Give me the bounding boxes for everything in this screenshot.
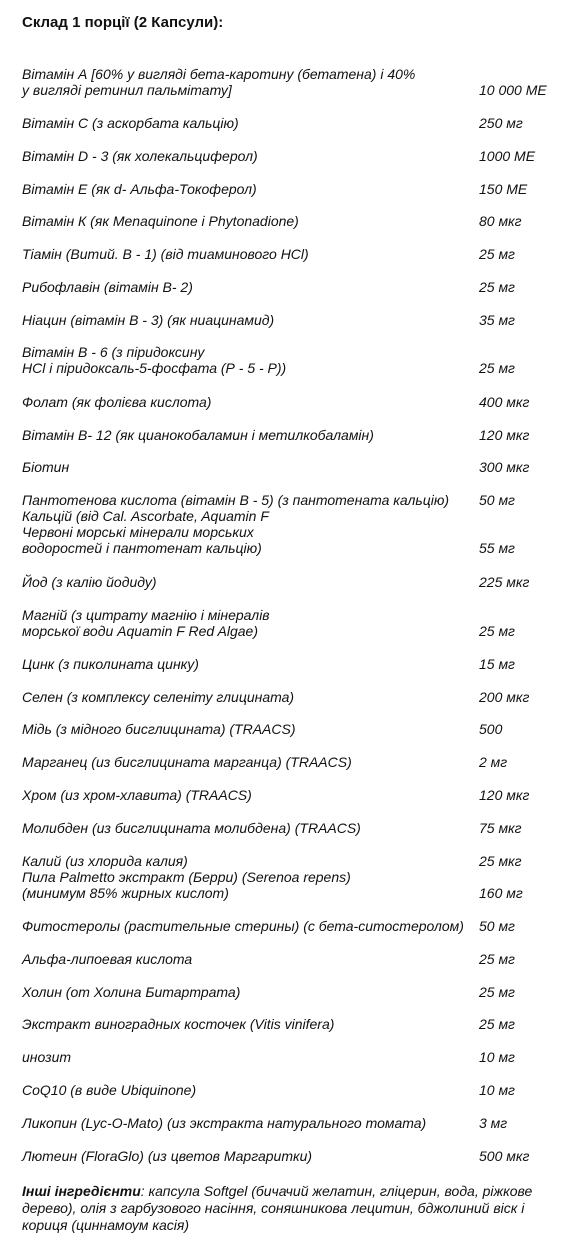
ingredient-name <box>22 181 477 197</box>
ingredient-name-line: Фитостеролы (растительные стерины) (с бета-ситостеролом) <box>22 918 464 934</box>
ingredient-name <box>22 951 477 967</box>
ingredient-row <box>22 1148 552 1164</box>
ingredient-row <box>22 394 552 410</box>
ingredient-amount: 250 мг <box>479 115 523 131</box>
ingredient-amount: 500 <box>479 721 503 737</box>
ingredient-amount: 300 мкг <box>479 459 530 475</box>
ingredient-name-line: Молибден (из бисглицината молибдена) (TRAACS) <box>22 820 361 836</box>
ingredient-amount: 25 мг <box>479 984 515 1000</box>
ingredient-name <box>22 918 477 934</box>
ingredient-row <box>22 213 552 229</box>
ingredient-name-line: у вигляді ретинил пальмітату] <box>22 82 232 98</box>
ingredient-amount: 25 мг <box>479 1016 515 1032</box>
ingredient-name <box>22 66 477 98</box>
ingredient-name <box>22 1148 477 1164</box>
ingredient-row <box>22 181 552 197</box>
ingredient-name-line: Червоні морські мінерали морських <box>22 524 254 540</box>
ingredient-name-line: Селен (з комплексу селеніту глицината) <box>22 689 295 705</box>
ingredient-row <box>22 689 552 705</box>
ingredient-name-line: CoQ10 (в виде Ubiquinone) <box>22 1082 197 1098</box>
ingredient-name <box>22 427 477 443</box>
ingredient-name-line: Калий (из хлорида калия) <box>22 853 188 869</box>
ingredient-name-line: водоростей і пантотенат кальцію) <box>22 540 262 556</box>
ingredient-amount: 25 мг <box>479 279 515 295</box>
ingredient-row <box>22 787 552 803</box>
ingredient-name-line: инозит <box>22 1049 72 1065</box>
ingredient-amount: 50 мг <box>479 492 515 508</box>
ingredient-row <box>22 1082 552 1098</box>
ingredient-amount: 25 мг <box>479 360 515 376</box>
ingredient-amount: 25 мг <box>479 951 515 967</box>
ingredient-row <box>22 721 552 737</box>
ingredient-name-line: морської води Aquamin F Red Algae) <box>22 623 258 639</box>
ingredient-row <box>22 344 552 376</box>
ingredient-amount: 35 мг <box>479 312 515 328</box>
ingredient-name <box>22 246 477 262</box>
ingredient-name-line: Йод (з калію йодиду) <box>22 574 157 590</box>
ingredient-name <box>22 820 477 836</box>
ingredient-amount: 150 МЕ <box>479 181 528 197</box>
ingredient-amount: 10 мг <box>479 1049 515 1065</box>
other-ingredients <box>22 1183 542 1234</box>
ingredient-amount: 225 мкг <box>479 574 530 590</box>
ingredient-name <box>22 279 477 295</box>
ingredient-name-line: Хром (из хром-хлавита) (TRAACS) <box>22 787 252 803</box>
ingredient-name-line: Фолат (як фолієва кислота) <box>22 394 212 410</box>
ingredient-name <box>22 394 477 410</box>
ingredient-row <box>22 1016 552 1032</box>
ingredient-row <box>22 459 552 475</box>
ingredient-name-line: Альфа-липоевая кислота <box>22 951 193 967</box>
ingredient-name-line: Кальцій (від Cal. Ascorbate, Aquamin F <box>22 508 269 524</box>
ingredient-amount: 50 мг <box>479 918 515 934</box>
other-ingredients-label: Інші інгредієнти <box>22 1183 141 1199</box>
ingredient-amount: 10 000 МЕ <box>479 82 547 98</box>
ingredient-row <box>22 820 552 836</box>
other-ingredients-text: : капсула Softgel (бичачий желатин, гліцерин, вода, ріжкове дерево), олія з гарбузового насіння, соняшникова лецитин, бджолиний віск і кориця (циннамоум касія) <box>22 1183 533 1233</box>
ingredient-name <box>22 574 477 590</box>
ingredient-name <box>22 1016 477 1032</box>
ingredient-amount: 75 мкг <box>479 820 522 836</box>
ingredient-row <box>22 312 552 328</box>
ingredient-row <box>22 853 552 901</box>
ingredient-amount: 160 мг <box>479 885 523 901</box>
ingredient-name-line: Холин (от Холина Битартрата) <box>22 984 241 1000</box>
ingredient-name-line: Марганец (из бисглицината марганца) (TRAACS) <box>22 754 352 770</box>
ingredient-amount: 1000 МЕ <box>479 148 536 164</box>
ingredient-name-line: Пила Palmetto экстракт (Берри) (Serenoa repens) <box>22 869 351 885</box>
ingredient-row <box>22 115 552 131</box>
ingredient-name-line: (минимум 85% жирных кислот) <box>22 885 229 901</box>
ingredient-amount: 120 мкг <box>479 427 530 443</box>
ingredient-name-line: Цинк (з пиколината цинку) <box>22 656 199 672</box>
ingredient-name-line: Пантотенова кислота (вітамін В - 5) (з пантотената кальцію) <box>22 492 450 508</box>
ingredient-name-line: Ликопин (Lyc-O-Mato) (из экстракта натурального томата) <box>22 1115 427 1131</box>
ingredient-row <box>22 148 552 164</box>
ingredient-amount: 25 мг <box>479 246 515 262</box>
ingredient-amount: 25 мг <box>479 623 515 639</box>
ingredient-name-line: Тіамін (Витий. В - 1) (від тиаминового HCl) <box>22 246 309 262</box>
ingredient-row <box>22 1115 552 1131</box>
ingredient-name-line: Ніацин (вітамін В - 3) (як ниацинамид) <box>22 312 275 328</box>
ingredient-amount: 200 мкг <box>479 689 530 705</box>
ingredient-name-line: Рибофлавін (вітамін В- 2) <box>22 279 193 295</box>
ingredient-row <box>22 246 552 262</box>
ingredient-row <box>22 66 552 98</box>
ingredient-amount: 25 мкг <box>479 853 522 869</box>
ingredient-name <box>22 213 477 229</box>
ingredient-row <box>22 1049 552 1065</box>
ingredient-row <box>22 279 552 295</box>
ingredient-name-line: Магній (з цитрату магнію і мінералів <box>22 607 270 623</box>
ingredient-name-line: Вітамін Е (як d- Альфа-Токоферол) <box>22 181 257 197</box>
ingredient-name <box>22 1082 477 1098</box>
ingredient-name <box>22 344 477 376</box>
ingredient-amount: 400 мкг <box>479 394 530 410</box>
ingredient-name <box>22 754 477 770</box>
ingredient-name-line: HCl і піридоксаль-5-фосфата (Р - 5 - Р)) <box>22 360 287 376</box>
ingredient-name-line: Біотин <box>22 459 70 475</box>
ingredient-name <box>22 853 477 901</box>
ingredient-name <box>22 115 477 131</box>
ingredient-amount: 80 мкг <box>479 213 522 229</box>
ingredient-name-line: Вітамін С (з аскорбата кальцію) <box>22 115 239 131</box>
ingredient-amount: 10 мг <box>479 1082 515 1098</box>
ingredient-name <box>22 787 477 803</box>
ingredient-name <box>22 689 477 705</box>
ingredient-name <box>22 1049 477 1065</box>
ingredient-name <box>22 459 477 475</box>
page-title: Склад 1 порції (2 Капсули): <box>22 14 224 31</box>
ingredient-name <box>22 492 477 556</box>
ingredient-row <box>22 951 552 967</box>
ingredient-name-line: Вітамін D - 3 (як холекальциферол) <box>22 148 258 164</box>
ingredient-amount: 55 мг <box>479 540 515 556</box>
ingredient-name <box>22 1115 477 1131</box>
ingredient-name <box>22 607 477 639</box>
ingredient-amount: 2 мг <box>479 754 508 770</box>
ingredient-row <box>22 984 552 1000</box>
ingredient-row <box>22 607 552 639</box>
ingredient-name-line: Вітамін В - 6 (з піридоксину <box>22 344 205 360</box>
ingredient-amount: 15 мг <box>479 656 515 672</box>
ingredient-name <box>22 984 477 1000</box>
ingredient-row <box>22 427 552 443</box>
ingredient-row <box>22 754 552 770</box>
ingredient-amount: 120 мкг <box>479 787 530 803</box>
ingredient-row <box>22 574 552 590</box>
ingredient-amount: 500 мкг <box>479 1148 530 1164</box>
ingredient-name-line: Вітамін В- 12 (як цианокобаламин і метилкобаламін) <box>22 427 374 443</box>
ingredient-name-line: Вітамін К (як Menaquinone і Phytonadione) <box>22 213 299 229</box>
ingredient-name-line: Вітамін А [60% у вигляді бета-каротину (бетатена) і 40% <box>22 66 416 82</box>
ingredient-name-line: Экстракт виноградных косточек (Vitis vinifera) <box>22 1016 335 1032</box>
ingredient-amount: 3 мг <box>479 1115 508 1131</box>
ingredient-name-line: Мідь (з мідного бисглицината) (TRAACS) <box>22 721 296 737</box>
ingredient-name <box>22 312 477 328</box>
ingredient-name <box>22 148 477 164</box>
ingredient-row <box>22 656 552 672</box>
ingredient-name <box>22 721 477 737</box>
ingredient-row <box>22 492 552 556</box>
ingredient-name-line: Лютеин (FloraGlo) (из цветов Маргаритки) <box>22 1148 313 1164</box>
ingredient-row <box>22 918 552 934</box>
ingredient-name <box>22 656 477 672</box>
